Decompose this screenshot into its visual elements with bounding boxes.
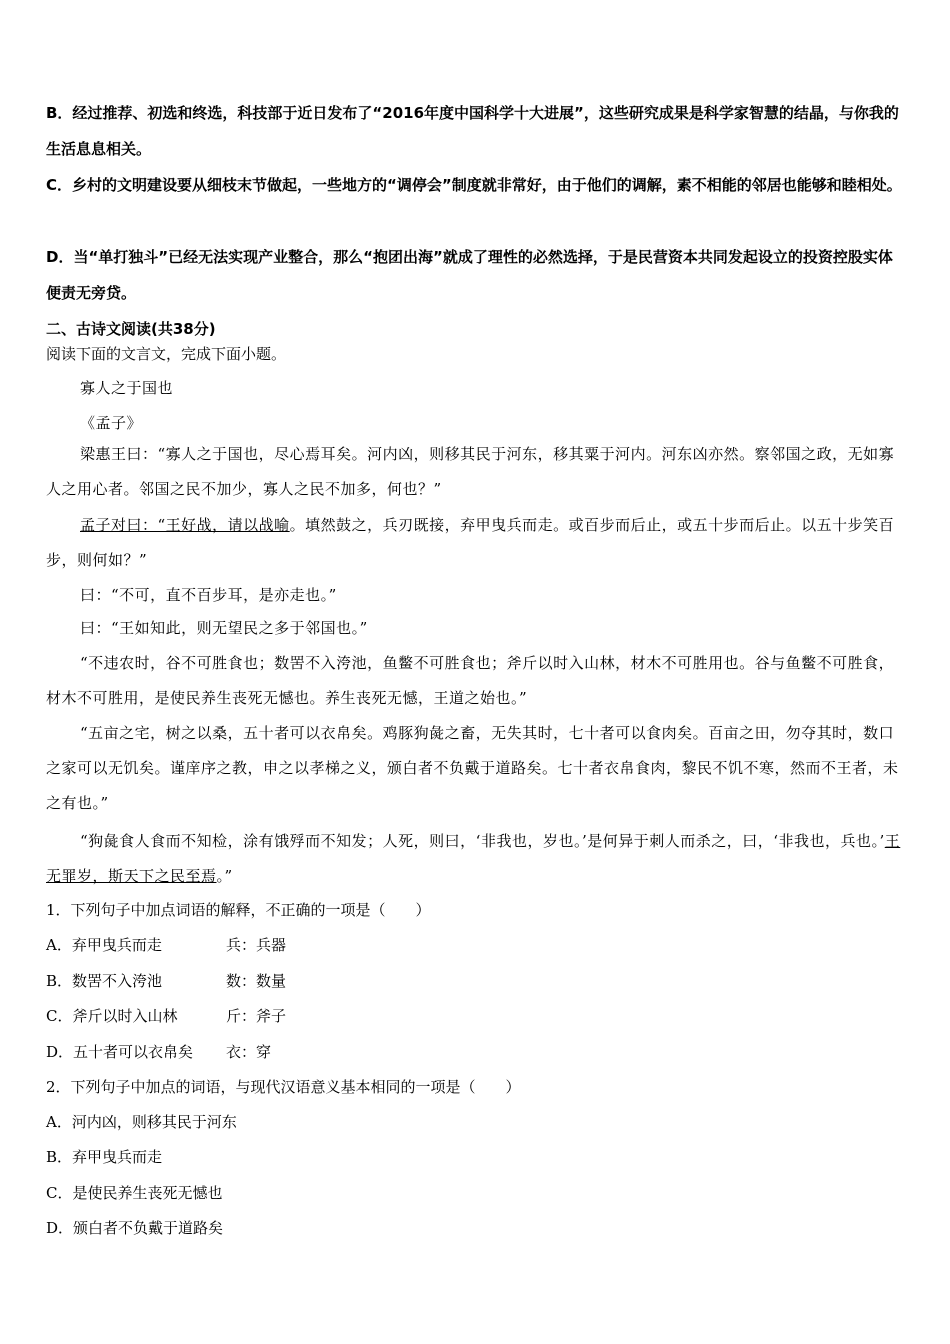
underlined-sentence: 王无罪岁，斯天下之民至焉	[46, 832, 901, 885]
question-1-option-a: A．弃甲曳兵而走 兵：兵器	[46, 936, 287, 954]
passage-paragraph-7	[46, 824, 906, 894]
question-1-option-d: D．五十者可以衣帛矣 衣：穿	[46, 1043, 272, 1061]
passage-paragraph-3: 曰：“不可，直不百步耳，是亦走也。”	[80, 586, 337, 604]
question-2-stem: 2．下列句子中加点的词语，与现代汉语意义基本相同的一项是（ ）	[46, 1078, 521, 1096]
passage-paragraph-1: 梁惠王曰：“寡人之于国也，尽心焉耳矣。河内凶，则移其民于河东，移其粟于河内。河东凶亦然。察邻国之政，无如寡人之用心者。邻国之民不加少，寡人之民不加多，何也？”	[46, 445, 895, 498]
question-2-option-d: D．颁白者不负戴于道路矣	[46, 1219, 224, 1237]
passage-title: 寡人之于国也	[80, 379, 174, 397]
passage-paragraph-4: 曰：“王如知此，则无望民之多于邻国也。”	[80, 619, 368, 637]
choice-b-prev: B．经过推荐、初选和终选，科技部于近日发布了“2016年度中国科学十大进展”，这些研究成果是科学家智慧的结晶，与你我的生活息息相关。	[46, 104, 899, 158]
question-1-option-b: B．数罟不入洿池 数：数量	[46, 972, 287, 990]
paragraph-7-end: 。”	[216, 867, 233, 885]
question-2-option-a: A．河内凶，则移其民于河东	[46, 1113, 237, 1131]
question-2-option-b: B．弃甲曳兵而走	[46, 1148, 163, 1166]
passage-paragraph-6: “五亩之宅，树之以桑，五十者可以衣帛矣。鸡豚狗彘之畜，无失其时，七十者可以食肉矣。百亩之田，勿夺其时，数口之家可以无饥矣。谨庠序之教，申之以孝梯之义，颁白者不负戴于道路矣。七十者衣帛食肉，黎民不饥不寒，然而不王者，未之有也。”	[46, 724, 899, 812]
choice-c-prev: C．乡村的文明建设要从细枝末节做起，一些地方的“调停会”制度就非常好，由于他们的调解，素不相能的邻居也能够和睦相处。	[46, 176, 902, 194]
passage-paragraph-5: “不违农时，谷不可胜食也；数罟不入洿池，鱼鳖不可胜食也；斧斤以时入山林，材木不可胜用也。谷与鱼鳖不可胜食，材木不可胜用，是使民养生丧死无憾也。养生丧死无憾，王道之始也。”	[46, 654, 895, 707]
question-1-stem: 1．下列句子中加点词语的解释，不正确的一项是（ ）	[46, 901, 431, 919]
section-heading: 二、古诗文阅读(共38分)	[46, 320, 216, 338]
section-instruction: 阅读下面的文言文，完成下面小题。	[46, 345, 287, 363]
passage-paragraph-2	[46, 508, 906, 578]
choice-d-prev: D．当“单打独斗”已经无法实现产业整合，那么“抱团出海”就成了理性的必然选择，于是民营资本共同发起设立的投资控股实体便责无旁贷。	[46, 248, 893, 302]
passage-author: 《孟子》	[80, 414, 143, 432]
paragraph-7-start: “狗彘食人食而不知检，涂有饿殍而不知发；人死，则曰，‘非我也，岁也。’是何异于刺人而杀之，曰，‘非我也，兵也。’	[80, 832, 885, 850]
underlined-sentence: 孟子对曰：“王好战，请以战喻	[80, 516, 290, 534]
question-1-option-c: C．斧斤以时入山林 斤：斧子	[46, 1007, 287, 1025]
paragraph-2-rest: 。填然鼓之，兵刃既接，弃甲曳兵而走。或百步而后止，或五十步而后止。以五十步笑百步，则何如？”	[46, 516, 895, 569]
question-2-option-c: C．是使民养生丧死无憾也	[46, 1184, 223, 1202]
